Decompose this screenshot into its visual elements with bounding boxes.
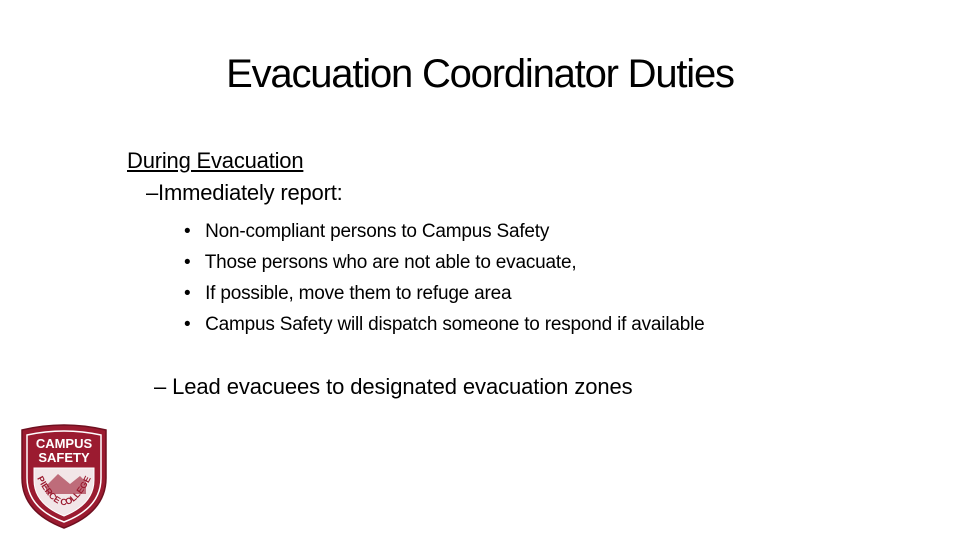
slide-title: Evacuation Coordinator Duties [226,52,734,96]
lead-evacuees-text: – Lead evacuees to designated evacuation zones [154,374,633,399]
bullet-icon: • [184,314,191,335]
bullet-item [184,282,704,313]
bullet-item [184,251,704,282]
logo-arc-text: PIERCE COLLEGE [35,474,93,508]
bullet-list [184,220,704,344]
bullet-text: Those persons who are not able to evacuate, [204,252,577,273]
bullet-text: Non-compliant persons to Campus Safety [205,221,550,242]
section-heading: During Evacuation [127,148,304,173]
bullet-item [184,220,704,251]
logo-line1: CAMPUS [35,436,93,451]
sub-heading: –Immediately report: [146,180,343,205]
campus-safety-logo [18,422,110,530]
bullet-text: If possible, move them to refuge area [205,283,512,304]
bullet-item [184,313,704,344]
bullet-icon: • [184,283,191,304]
bullet-text: Campus Safety will dispatch someone to respond if available [205,314,705,335]
bullet-icon: • [184,252,191,273]
bullet-icon: • [184,221,191,242]
logo-line2: SAFETY [38,450,90,465]
